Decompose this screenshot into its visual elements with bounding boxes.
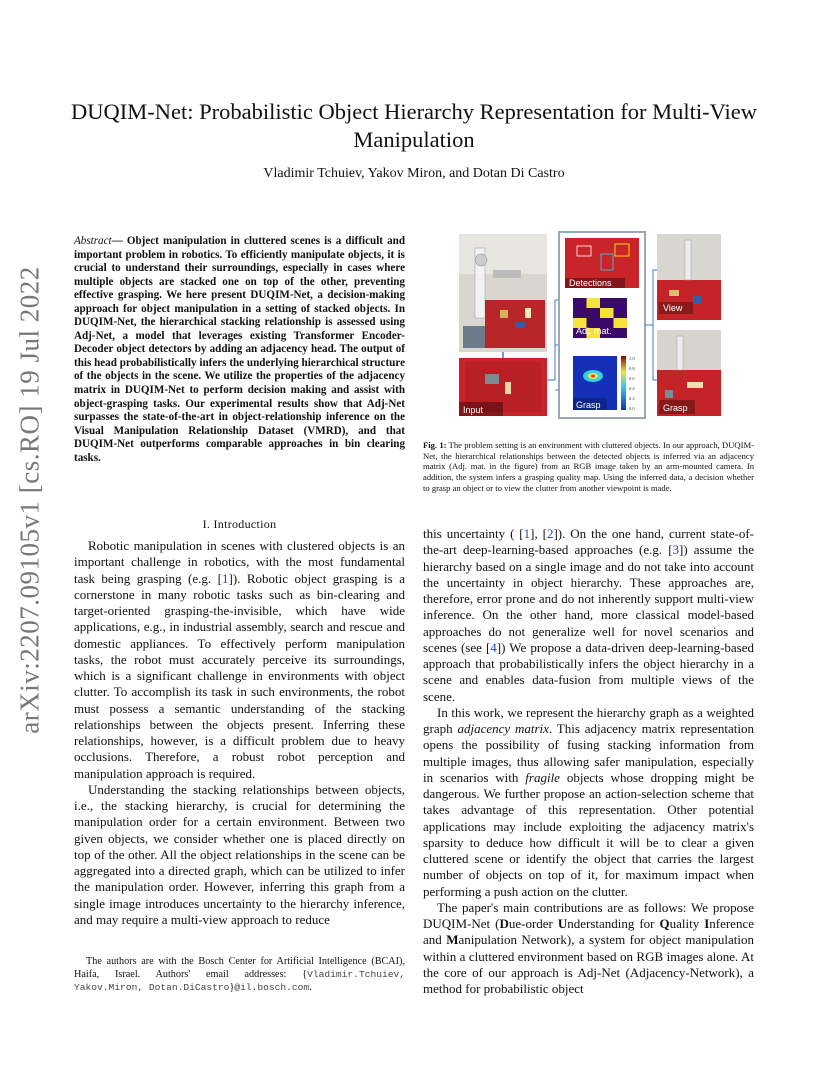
colorbar-tick: 1.0: [629, 356, 635, 361]
citation-link[interactable]: 2: [546, 526, 554, 541]
paper-title: DUQIM-Net: Probabilistic Object Hierarchy Representation for Multi-View Manipulation: [71, 99, 757, 152]
input-photo: [459, 358, 547, 416]
colorbar-tick: 0.0: [629, 406, 635, 411]
grasp-photo: [657, 330, 721, 416]
abstract: [74, 235, 405, 465]
abstract-label: Abstract: [74, 235, 112, 247]
citation-link[interactable]: 4: [490, 639, 497, 655]
colorbar-tick: 0.2: [629, 396, 635, 401]
abstract-text: — Object manipulation in cluttered scenes is a difficult and important problem in robotics. To efficiently manipulate objects, it is crucial to understand their surroundings, especially in cases where multiple objects are stacked one on top of the other, preventing effective grasping. We here present DUQIM-Net, a decision-making approach for object manipulation in a setting of stacked objects. In DUQIM-Net, the hierarchical stacking relationship is assessed using Adj-Net, a model that leverages existing Transformer Encoder-Decoder object detectors by adding an adjacency head. The output of this head probabilistically infers the underlying hierarchical structure of the objects in the scene. We utilize the properties of the adjacency matrix in DUQIM-Net to perform decision making and assist with object-grasping tasks. Our experimental results show that Adj-Net surpasses the state-of-the-art in object-relationship inference on the Visual Manipulation Relationship Dataset (VMRD), and that DUQIM-Net outperforms comparable approaches in bin clearing tasks.: [74, 235, 405, 464]
caption-label: Fig. 1:: [423, 440, 447, 450]
email-domain: @il.bosch.com: [234, 982, 310, 993]
figure-1-caption: [423, 440, 754, 494]
colorbar: [621, 356, 626, 410]
intro-paragraph-1: Robotic manipulation in scenes with clustered objects is an important challenge in robotics, with the most fundamental task being grasping (e.g. [1]). Robotic object grasping is a cornerstone in many robotic tasks such as bin-clearing and target-oriented grasping-the-invisible, which have wide applications, e.g., in industrial assembly, search and rescue and domestic appliances. To effectively perform manipulation tasks, the robot must accurately perceive its surroundings, which is a significant challenge in environments with object clutter. To accomplish its task in such environments, the robot must possess a semantic understanding of the stacking relationships between the objects present. Inferring these relationships, however, is a difficult problem due to heavy occlusions. Therefore, a robust robot perception and manipulation approach is required.: [74, 538, 405, 781]
colorbar-tick: 0.6: [629, 376, 635, 381]
colorbar-tick: 0.4: [629, 386, 635, 391]
arxiv-identifier: [8, 266, 52, 734]
citation-link[interactable]: 1: [221, 570, 229, 586]
intro-paragraph-4: In this work, we represent the hierarchy graph as a weighted graph adjacency matrix. This adjacency matrix representation opens the possibility of fusing stacking information from multiple images, thus allowing safer manipulation, especially in scenarios with fragile objects whose dropping might be dangerous. We further propose an action-selection scheme that takes advantage of this representation. Other potential applications may include exploiting the adjacency matrix's sparsity to deduce how difficult it will be to clear a given cluttered scene or identify the object that carries the largest number of objects on top of it, for maximum impact when performing a push action on the clutter.: [423, 704, 755, 899]
intro-paragraph-2: Understanding the stacking relationships between objects, i.e., the stacking hierarchy, is crucial for determining the manipulation order for a certain environment. Between two given objects, we consider whether one is placed directly on top of the other. All the object relationships in the scene can be aggregated into a directed graph, which can be utilized to infer the manipulation order. However, inferring this graph from a single image introduces uncertainty to the hierarchy inference, and may require a multi-view approach to reduce: [74, 781, 405, 927]
author-emails[interactable]: Vladimir.Tchuiev, Yakov.Miron, Dotan.DiCastro: [74, 969, 405, 993]
adjacency-matrix-heatmap: [573, 298, 627, 338]
adj-mat-label: Adj. mat.: [576, 326, 612, 336]
grasp-center-label: Grasp: [576, 400, 601, 410]
citation-link[interactable]: 1: [523, 526, 531, 541]
grasp-right-label: Grasp: [663, 403, 688, 413]
intro-column-left: [74, 538, 405, 928]
paper-authors: Vladimir Tchuiev, Yakov Miron, and Dotan Di Castro: [263, 166, 565, 181]
author-footnote: The authors are with the Bosch Center for Artificial Intelligence (BCAI), Haifa, Israel. Authors' email addresses: {Vladimir.Tchuiev, Yakov.Miron, Dotan.DiCastro}@il.bosch.com.: [74, 956, 405, 993]
robot-arm-photo: [459, 234, 547, 352]
section-heading-introduction: I. Introduction: [202, 517, 277, 531]
input-label: Input: [463, 405, 484, 415]
caption-text: The problem setting is an environment with cluttered objects. In our approach, DUQIM-Net, the hierarchical relationships between the detected objects is inferred via an adjacency matrix (Adj. mat. in the figure) from an RGB image taken by an arm-mounted camera. In addition, the system infers a grasping quality map. Using the inferred data, a decision whether to grasp an object or to view the clutter from another viewpoint is made.: [423, 440, 755, 493]
citation-link[interactable]: 3: [672, 542, 680, 558]
view-label: View: [663, 303, 683, 313]
figure-1: [455, 230, 725, 420]
view-photo: [657, 234, 721, 320]
intro-paragraph-3: this uncertainty ( [1], [2]). On the one hand, current state-of-the-art deep-learning-based approaches (e.g. [3]) assume the hierarchy based on a single image and do not take into account the uncertainty in object hierarchy. These approaches are, therefore, error prone and do not inherently support multi-view inference. On the other hand, more classical model-based approaches do not generalize well for novel scenarios and scenes (see [4]) We propose a data-driven deep-learning-based approach that probabilistically infers the object hierarchy in a scene and enables data-fusion from multiple views of the scene.: [423, 526, 754, 704]
arxiv-id-text: arXiv:2207.09105v1 [cs.RO] 19 Jul 2022: [14, 266, 45, 734]
intro-paragraph-5: The paper's main contributions are as follows: We propose DUQIM-Net (Due-order Understanding for Quality Inference and Manipulation Network), a system for object manipulation within a cluttered environment based on RGB images alone. At the core of our approach is Adj-Net (Adjacency-Network), a method for probabilistic object: [423, 899, 754, 996]
intro-column-right: [423, 526, 754, 997]
detections-label: Detections: [569, 278, 612, 288]
colorbar-tick: 0.8: [629, 366, 635, 371]
